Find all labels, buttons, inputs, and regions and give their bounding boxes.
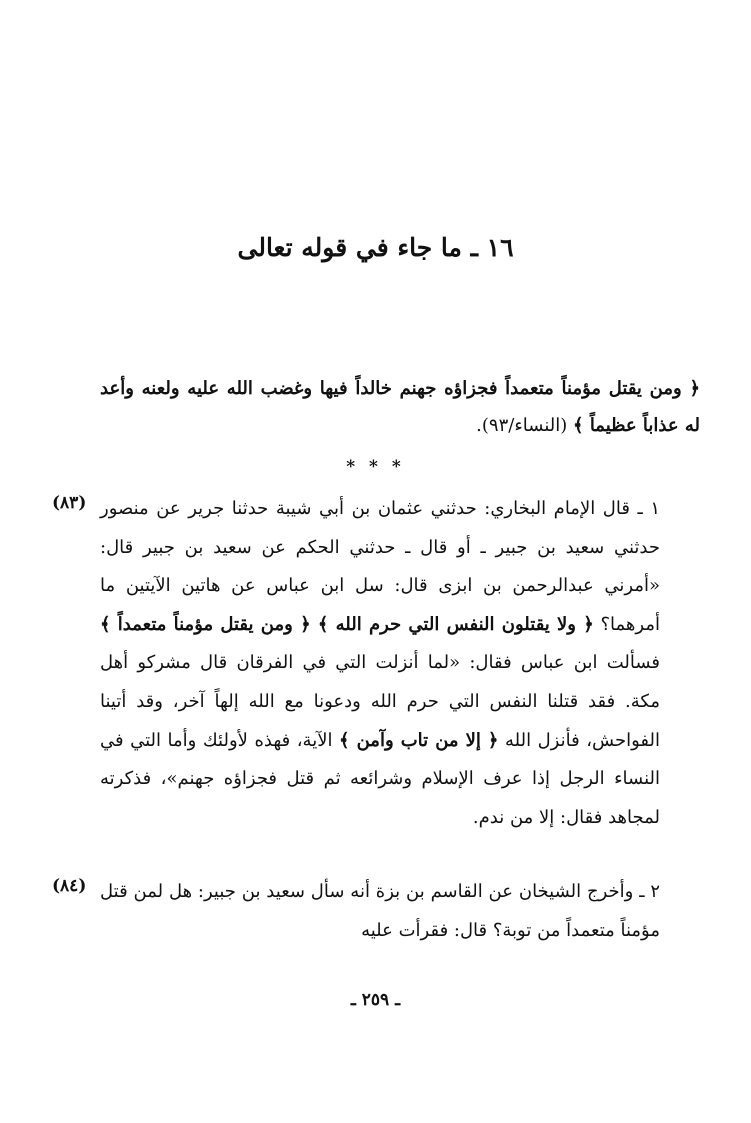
verse-reference: (النساء/٩٣). (476, 415, 573, 436)
hadith-text: الآية، فهذه لأولئك وأما التي في النساء الرجل إذا عرف الإسلام وشرائعه ثم قتل فجزاؤه جهنم»، فذكرته لمجاهد فقال: إلا من ندم. (100, 729, 660, 828)
hadith-paragraph (100, 490, 660, 837)
hadith-text: فسألت ابن عباس فقال: «لما أنزلت التي في الفرقان قال مشركو أهل مكة. فقد قتلنا النفس التي حرم الله ودعونا مع الله إلهاً آخر، وقد أتينا الفواحش، فأنزل الله (100, 652, 661, 751)
footnote-number: (٨٤) (52, 876, 87, 896)
hadith-text: ٢ ـ وأخرج الشيخان عن القاسم بن بزة أنه سأل سعيد بن جبير: هل لمن قتل مؤمناً متعمداً من توبة؟ قال: فقرأت عليه (100, 881, 660, 941)
quoted-verse: ﴿ ولا يقتلون النفس التي حرم الله ﴾ ﴿ ومن يقتل مؤمناً متعمداً ﴾ (100, 613, 594, 635)
verse-text: ﴿ ومن يقتل مؤمناً متعمداً فجزاؤه جهنم خالداً فيها وغضب الله عليه ولعنه وأعد له عذاباً عظيماً ﴾ (100, 378, 700, 436)
hadith-text: ١ ـ قال الإمام البخاري: حدثني عثمان بن أبي شيبة حدثنا جرير عن منصور حدثني سعيد بن جبير ـ أو قال ـ حدثني الحكم عن سعيد بن جبير قال: «أمرني عبدالرحمن بن ابزى قال: سل ابن عباس عن هاتين الآيتين ما أمرهما؟ (100, 498, 661, 635)
footnote-number: (٨٣) (52, 493, 87, 513)
page-number: ـ ٢٥٩ ـ (350, 990, 401, 1010)
quran-verse (100, 370, 700, 444)
chapter-title: ١٦ ـ ما جاء في قوله تعالى (237, 233, 514, 262)
hadith-paragraph (100, 873, 660, 950)
section-separator: * * * (346, 457, 405, 477)
quoted-verse: ﴿ إلا من تاب وآمن ﴾ (339, 729, 499, 751)
